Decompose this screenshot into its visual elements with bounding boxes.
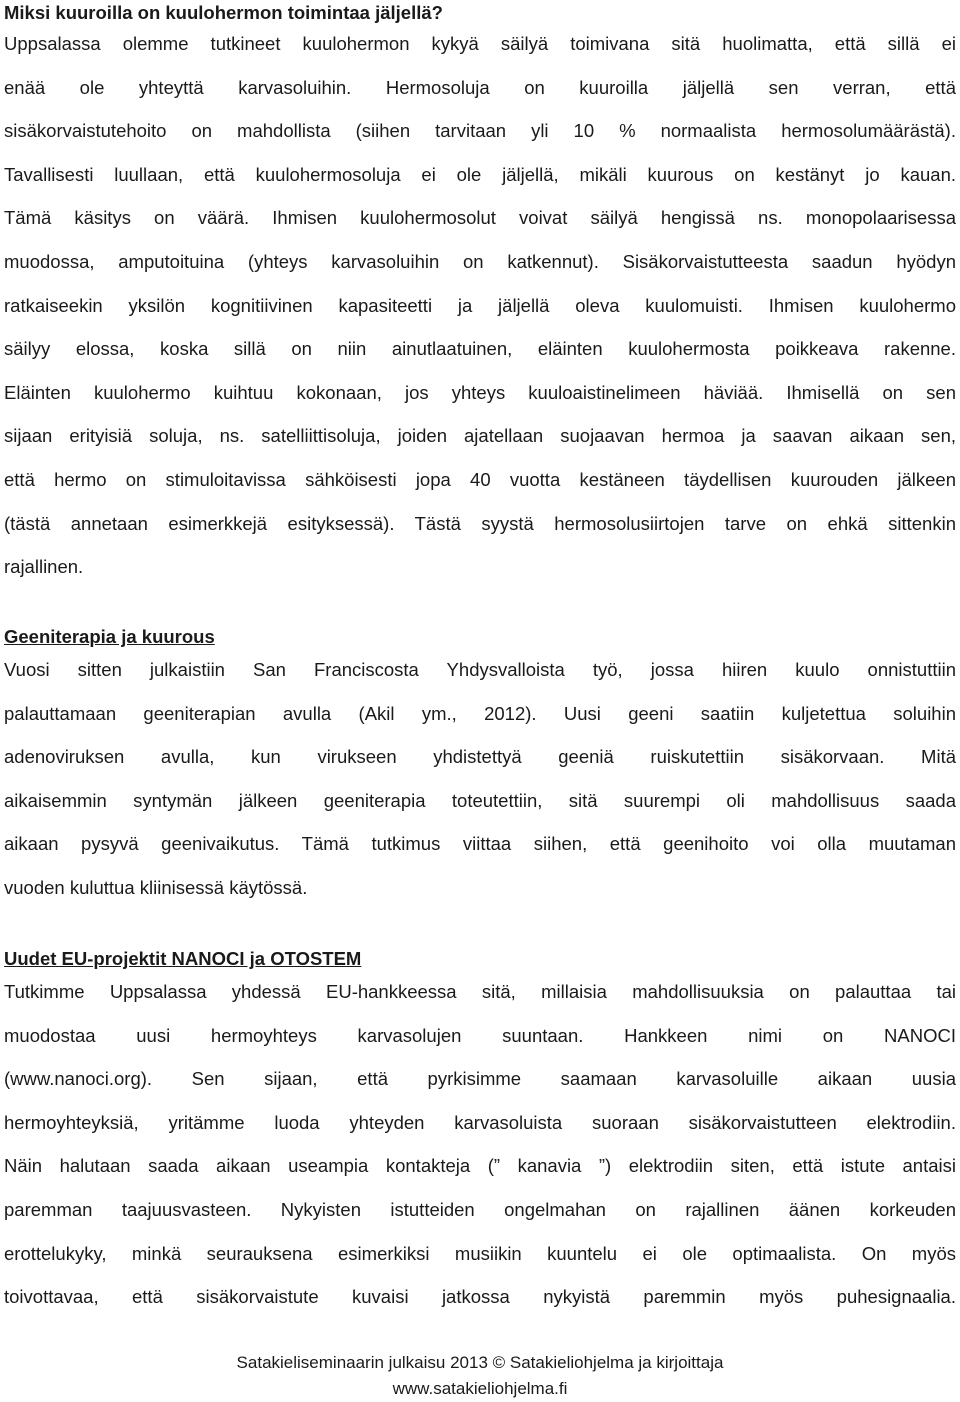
- paragraph-3: [4, 970, 956, 1319]
- paragraph-2: [4, 648, 956, 910]
- text-line: ratkaiseekin yksilön kognitiivinen kapasiteetti ja jäljellä oleva kuulomuisti. Ihmisen kuulohermo: [4, 294, 956, 316]
- text-line: muodossa, amputoituina (yhteys karvasoluihin on katkennut). Sisäkorvaistutteesta saadun hyödyn: [4, 250, 956, 272]
- footer-website: www.satakieliohjelma.fi: [392, 1379, 568, 1398]
- text-line: Tämä käsitys on väärä. Ihmisen kuulohermosolut voivat säilyä hengissä ns. monopolaarisessa: [4, 207, 956, 229]
- text-line: (www.nanoci.org). Sen sijaan, että pyrkisimme saamaan karvasoluille aikaan uusia: [4, 1068, 956, 1090]
- text-line: Eläinten kuulohermo kuihtuu kokonaan, jos yhteys kuuloaistinelimeen häviää. Ihmisellä on sen: [4, 381, 956, 403]
- text-line: sijaan erityisiä soluja, ns. satelliittisoluja, joiden ajatellaan suojaavan hermoa ja saavan aikaan sen,: [4, 425, 956, 447]
- text-line: paremman taajuusvasteen. Nykyisten istutteiden ongelmahan on rajallinen äänen korkeuden: [4, 1198, 956, 1220]
- text-line: (tästä annetaan esimerkkejä esityksessä). Tästä syystä hermosolusiirtojen tarve on ehkä sittenkin: [4, 512, 956, 534]
- text-line: Tutkimme Uppsalassa yhdessä EU-hankkeessa sitä, millaisia mahdollisuuksia on palauttaa tai: [4, 981, 956, 1002]
- text-line: että hermo on stimuloitavissa sähköisesti jopa 40 vuotta kestäneen täydellisen kuurouden jälkeen: [4, 468, 956, 490]
- text-line: sisäkorvaistutehoito on mahdollista (siihen tarvitaan yli 10 % normaalista hermosolumäärästä).: [4, 120, 956, 142]
- text-line: adenoviruksen avulla, kun virukseen yhdistettyä geeniä ruiskutettiin sisäkorvaan. Mitä: [4, 746, 956, 768]
- section-title-2: Geeniterapia ja kuurous: [4, 626, 215, 647]
- section-title-3: Uudet EU-projektit NANOCI ja OTOSTEM: [4, 948, 362, 969]
- text-line: säilyy elossa, koska sillä on niin ainutlaatuinen, eläinten kuulohermosta poikkeava rakenne.: [4, 338, 956, 360]
- text-line: Uppsalassa olemme tutkineet kuulohermon kykyä säilyä toimivana sitä huolimatta, että sillä ei: [4, 33, 956, 54]
- text-line: enää ole yhteyttä karvasoluihin. Hermosoluja on kuuroilla jäljellä sen verran, että: [4, 76, 956, 98]
- text-line: Näin halutaan saada aikaan useampia kontakteja (” kanavia ”) elektrodiin siten, että istute antaisi: [4, 1155, 956, 1177]
- text-line: hermoyhteyksiä, yritämme luoda yhteyden karvasoluista suoraan sisäkorvaistutteen elektrodiin.: [4, 1111, 956, 1133]
- paragraph-1: [4, 22, 956, 589]
- text-line: palauttamaan geeniterapian avulla (Akil ym., 2012). Uusi geeni saatiin kuljetettua soluihin: [4, 702, 956, 724]
- text-line: Vuosi sitten julkaistiin San Franciscosta Yhdysvalloista työ, jossa hiiren kuulo onnistuttiin: [4, 659, 956, 680]
- text-line: erottelukyky, minkä seurauksena esimerkiksi musiikin kuuntelu ei ole optimaalista. On myös: [4, 1242, 956, 1264]
- text-line: vuoden kuluttua kliinisessä käytössä.: [4, 876, 308, 898]
- text-line: aikaisemmin syntymän jälkeen geeniterapia toteutettiin, sitä suurempi oli mahdollisuus saada: [4, 789, 956, 811]
- text-line: muodostaa uusi hermoyhteys karvasolujen suuntaan. Hankkeen nimi on NANOCI: [4, 1024, 956, 1046]
- text-line: rajallinen.: [4, 556, 84, 578]
- text-line: Tavallisesti luullaan, että kuulohermosoluja ei ole jäljellä, mikäli kuurous on kestänyt jo kauan.: [4, 163, 956, 185]
- section-title-1: Miksi kuuroilla on kuulohermon toimintaa jäljellä?: [4, 2, 443, 23]
- text-line: toivottavaa, että sisäkorvaistute kuvaisi jatkossa nykyistä paremmin myös puhesignaalia.: [4, 1286, 956, 1308]
- footer-publication-note: Satakieliseminaarin julkaisu 2013 © Satakieliohjelma ja kirjoittaja: [236, 1353, 724, 1372]
- text-line: aikaan pysyvä geenivaikutus. Tämä tutkimus viittaa siihen, että geenihoito voi olla muutaman: [4, 833, 956, 855]
